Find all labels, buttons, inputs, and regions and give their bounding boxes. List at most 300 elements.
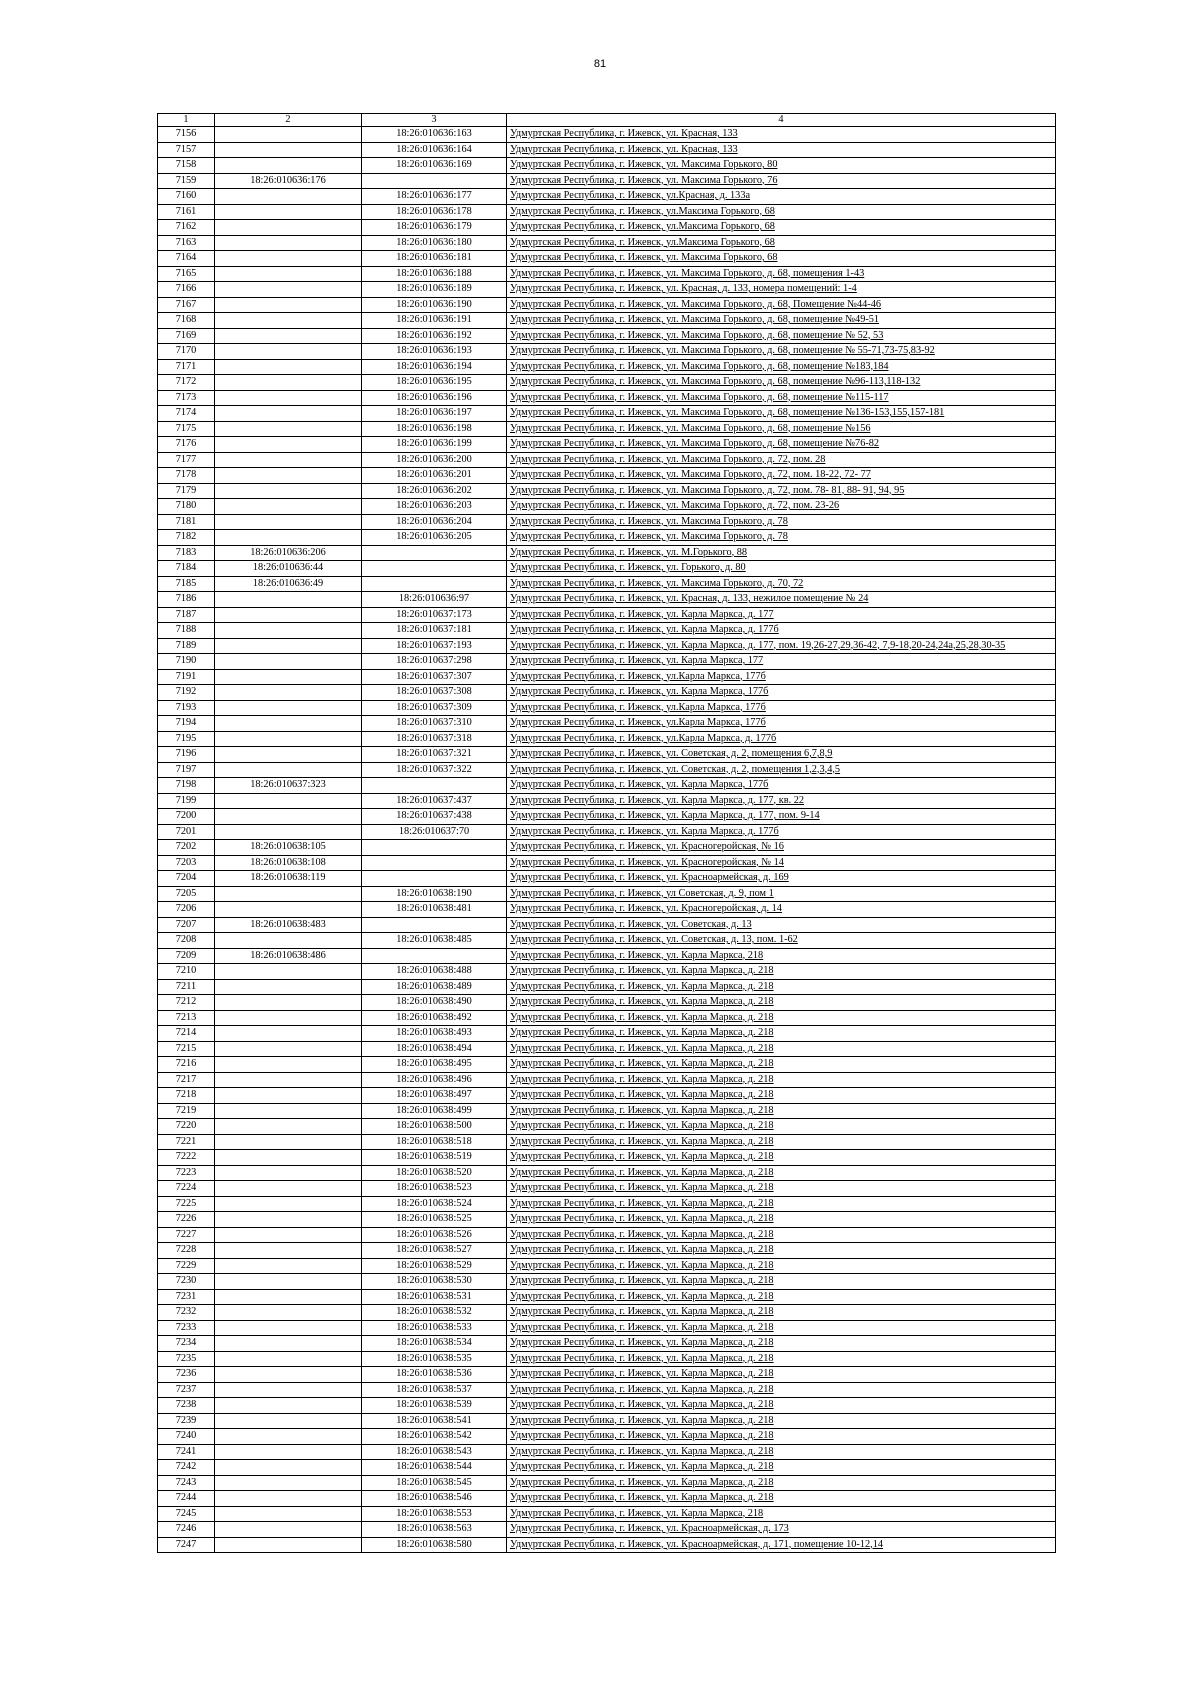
- row-number-cell: 7171: [158, 359, 215, 375]
- address-cell: Удмуртская Республика, г. Ижевск, ул. Максима Горького, 76: [507, 173, 1056, 189]
- table-row: [158, 375, 1056, 391]
- row-number-cell: 7192: [158, 685, 215, 701]
- address-cell: Удмуртская Республика, г. Ижевск, ул. Советская, д. 2, помещения 6,7,8,9: [507, 747, 1056, 763]
- object-number-cell: 18:26:010636:191: [362, 313, 507, 329]
- object-number-cell: 18:26:010637:438: [362, 809, 507, 825]
- object-number-cell: 18:26:010638:499: [362, 1103, 507, 1119]
- address-cell: Удмуртская Республика, г. Ижевск, ул. Карла Маркса, д. 177, пом. 9-14: [507, 809, 1056, 825]
- table-row: [158, 1336, 1056, 1352]
- object-number-cell: 18:26:010636:194: [362, 359, 507, 375]
- address-cell: Удмуртская Республика, г. Ижевск, ул. Советская, д. 13: [507, 917, 1056, 933]
- table-row: [158, 1506, 1056, 1522]
- address-cell: Удмуртская Республика, г. Ижевск, ул. Карла Маркса, д. 218: [507, 1212, 1056, 1228]
- parcel-number-cell: [215, 1103, 362, 1119]
- row-number-cell: 7184: [158, 561, 215, 577]
- address-cell: Удмуртская Республика, г. Ижевск, ул. Красноармейская, д. 173: [507, 1522, 1056, 1538]
- column-header-2: 2: [215, 114, 362, 127]
- row-number-cell: 7201: [158, 824, 215, 840]
- address-cell: Удмуртская Республика, г. Ижевск, ул. Карла Маркса, д. 218: [507, 1057, 1056, 1073]
- row-number-cell: 7205: [158, 886, 215, 902]
- address-cell: Удмуртская Республика, г. Ижевск, ул. Карла Маркса, д. 218: [507, 1475, 1056, 1491]
- table-row: [158, 1320, 1056, 1336]
- object-number-cell: 18:26:010638:544: [362, 1460, 507, 1476]
- row-number-cell: 7162: [158, 220, 215, 236]
- parcel-number-cell: [215, 1072, 362, 1088]
- object-number-cell: 18:26:010638:523: [362, 1181, 507, 1197]
- row-number-cell: 7182: [158, 530, 215, 546]
- address-cell: Удмуртская Республика, г. Ижевск, ул. Максима Горького, д. 68, помещение № 55-71,73-75,83-92: [507, 344, 1056, 360]
- address-cell: Удмуртская Республика, г. Ижевск, ул. Карла Маркса, 218: [507, 948, 1056, 964]
- row-number-cell: 7236: [158, 1367, 215, 1383]
- row-number-cell: 7239: [158, 1413, 215, 1429]
- table-row: [158, 1181, 1056, 1197]
- address-cell: Удмуртская Республика, г. Ижевск, ул. М.Горького, 88: [507, 545, 1056, 561]
- address-cell: Удмуртская Республика, г. Ижевск, ул. Карла Маркса, д. 177б: [507, 623, 1056, 639]
- parcel-number-cell: [215, 1212, 362, 1228]
- parcel-number-cell: [215, 824, 362, 840]
- row-number-cell: 7165: [158, 266, 215, 282]
- row-number-cell: 7245: [158, 1506, 215, 1522]
- parcel-number-cell: [215, 251, 362, 267]
- object-number-cell: 18:26:010638:481: [362, 902, 507, 918]
- parcel-number-cell: [215, 235, 362, 251]
- address-cell: Удмуртская Республика, г. Ижевск, ул. Красноармейская, д. 171, помещение 10-12,14: [507, 1537, 1056, 1553]
- parcel-number-cell: [215, 390, 362, 406]
- object-number-cell: 18:26:010636:199: [362, 437, 507, 453]
- address-cell: Удмуртская Республика, г. Ижевск, ул. Карла Маркса, д. 218: [507, 1320, 1056, 1336]
- parcel-number-cell: [215, 1227, 362, 1243]
- object-number-cell: 18:26:010638:545: [362, 1475, 507, 1491]
- parcel-number-cell: [215, 127, 362, 143]
- address-cell: Удмуртская Республика, г. Ижевск, ул. Красногеройская, № 14: [507, 855, 1056, 871]
- object-number-cell: 18:26:010637:70: [362, 824, 507, 840]
- table-row: [158, 468, 1056, 484]
- table-row: [158, 1212, 1056, 1228]
- row-number-cell: 7172: [158, 375, 215, 391]
- parcel-number-cell: [215, 266, 362, 282]
- table-row: [158, 1119, 1056, 1135]
- object-number-cell: 18:26:010636:190: [362, 297, 507, 313]
- parcel-number-cell: [215, 189, 362, 205]
- object-number-cell: 18:26:010638:496: [362, 1072, 507, 1088]
- object-number-cell: [362, 917, 507, 933]
- table-row: [158, 917, 1056, 933]
- row-number-cell: 7164: [158, 251, 215, 267]
- parcel-number-cell: [215, 793, 362, 809]
- table-row: [158, 1382, 1056, 1398]
- row-number-cell: 7234: [158, 1336, 215, 1352]
- table-row: [158, 576, 1056, 592]
- parcel-number-cell: [215, 1367, 362, 1383]
- object-number-cell: 18:26:010638:518: [362, 1134, 507, 1150]
- parcel-number-cell: [215, 375, 362, 391]
- table-row: [158, 251, 1056, 267]
- object-number-cell: 18:26:010636:163: [362, 127, 507, 143]
- table-row: [158, 623, 1056, 639]
- address-cell: Удмуртская Республика, г. Ижевск, ул. Карла Маркса, д. 218: [507, 1367, 1056, 1383]
- row-number-cell: 7200: [158, 809, 215, 825]
- address-cell: Удмуртская Республика, г. Ижевск, ул. Карла Маркса, 177б: [507, 778, 1056, 794]
- row-number-cell: 7243: [158, 1475, 215, 1491]
- address-cell: Удмуртская Республика, г. Ижевск, ул. Максима Горького, д. 68, помещение № 52, 53: [507, 328, 1056, 344]
- object-number-cell: 18:26:010638:529: [362, 1258, 507, 1274]
- row-number-cell: 7159: [158, 173, 215, 189]
- address-cell: Удмуртская Республика, г. Ижевск, ул. Карла Маркса, д. 218: [507, 1165, 1056, 1181]
- address-cell: Удмуртская Республика, г. Ижевск, ул. Карла Маркса, д. 218: [507, 1227, 1056, 1243]
- table-row: [158, 483, 1056, 499]
- table-row: [158, 1444, 1056, 1460]
- parcel-number-cell: [215, 1026, 362, 1042]
- object-number-cell: 18:26:010637:321: [362, 747, 507, 763]
- object-number-cell: 18:26:010638:531: [362, 1289, 507, 1305]
- table-row: [158, 700, 1056, 716]
- row-number-cell: 7233: [158, 1320, 215, 1336]
- parcel-number-cell: [215, 1537, 362, 1553]
- parcel-number-cell: [215, 1351, 362, 1367]
- table-row: [158, 127, 1056, 143]
- object-number-cell: 18:26:010637:309: [362, 700, 507, 716]
- row-number-cell: 7202: [158, 840, 215, 856]
- table-row: [158, 1351, 1056, 1367]
- object-number-cell: 18:26:010638:533: [362, 1320, 507, 1336]
- object-number-cell: [362, 561, 507, 577]
- object-number-cell: 18:26:010637:173: [362, 607, 507, 623]
- parcel-number-cell: [215, 344, 362, 360]
- table-row: [158, 437, 1056, 453]
- table-row: [158, 762, 1056, 778]
- parcel-number-cell: 18:26:010636:44: [215, 561, 362, 577]
- parcel-number-cell: [215, 1165, 362, 1181]
- table-row: [158, 1041, 1056, 1057]
- row-number-cell: 7227: [158, 1227, 215, 1243]
- object-number-cell: 18:26:010637:307: [362, 669, 507, 685]
- object-number-cell: 18:26:010636:180: [362, 235, 507, 251]
- table-row: [158, 390, 1056, 406]
- parcel-number-cell: [215, 1336, 362, 1352]
- table-row: [158, 995, 1056, 1011]
- table-row: [158, 964, 1056, 980]
- table-row: [158, 1367, 1056, 1383]
- table-row: [158, 809, 1056, 825]
- object-number-cell: 18:26:010636:203: [362, 499, 507, 515]
- row-number-cell: 7160: [158, 189, 215, 205]
- object-number-cell: 18:26:010638:500: [362, 1119, 507, 1135]
- table-row: [158, 561, 1056, 577]
- object-number-cell: 18:26:010638:580: [362, 1537, 507, 1553]
- address-cell: Удмуртская Республика, г. Ижевск, ул. Максима Горького, д. 72, пом. 23-26: [507, 499, 1056, 515]
- row-number-cell: 7224: [158, 1181, 215, 1197]
- address-cell: Удмуртская Республика, г. Ижевск, ул. Карла Маркса, д. 177, кв. 22: [507, 793, 1056, 809]
- address-cell: Удмуртская Республика, г. Ижевск, ул. Карла Маркса, д. 218: [507, 1413, 1056, 1429]
- table-row: [158, 1289, 1056, 1305]
- row-number-cell: 7218: [158, 1088, 215, 1104]
- row-number-cell: 7174: [158, 406, 215, 422]
- parcel-number-cell: [215, 995, 362, 1011]
- row-number-cell: 7177: [158, 452, 215, 468]
- table-row: [158, 933, 1056, 949]
- address-cell: Удмуртская Республика, г. Ижевск, ул. Максима Горького, д. 68, помещение №115-117: [507, 390, 1056, 406]
- address-cell: Удмуртская Республика, г. Ижевск, ул. Карла Маркса, д. 218: [507, 1103, 1056, 1119]
- row-number-cell: 7219: [158, 1103, 215, 1119]
- table-row: [158, 1134, 1056, 1150]
- row-number-cell: 7179: [158, 483, 215, 499]
- parcel-number-cell: 18:26:010636:176: [215, 173, 362, 189]
- object-number-cell: 18:26:010638:493: [362, 1026, 507, 1042]
- page-number: 81: [593, 58, 607, 70]
- address-cell: Удмуртская Республика, г. Ижевск, ул. Карла Маркса, 177б: [507, 685, 1056, 701]
- row-number-cell: 7191: [158, 669, 215, 685]
- parcel-number-cell: [215, 313, 362, 329]
- parcel-number-cell: [215, 1041, 362, 1057]
- address-cell: Удмуртская Республика, г. Ижевск, ул. Карла Маркса, д. 218: [507, 1336, 1056, 1352]
- row-number-cell: 7235: [158, 1351, 215, 1367]
- address-cell: Удмуртская Республика, г. Ижевск, ул. Советская, д. 13, пом. 1-62: [507, 933, 1056, 949]
- parcel-number-cell: [215, 421, 362, 437]
- address-cell: Удмуртская Республика, г. Ижевск, ул. Максима Горького, д. 72, пом. 18-22, 72- 77: [507, 468, 1056, 484]
- address-cell: Удмуртская Республика, г. Ижевск, ул. Красногеройская, д. 14: [507, 902, 1056, 918]
- table-row: [158, 235, 1056, 251]
- object-number-cell: 18:26:010636:97: [362, 592, 507, 608]
- object-number-cell: 18:26:010637:298: [362, 654, 507, 670]
- address-cell: Удмуртская Республика, г. Ижевск, ул. Максима Горького, д. 68, помещение №136-153,155,157-181: [507, 406, 1056, 422]
- parcel-number-cell: [215, 731, 362, 747]
- table-row: [158, 871, 1056, 887]
- row-number-cell: 7231: [158, 1289, 215, 1305]
- address-cell: Удмуртская Республика, г. Ижевск, ул. Карла Маркса, д. 218: [507, 1041, 1056, 1057]
- parcel-number-cell: [215, 158, 362, 174]
- object-number-cell: 18:26:010638:539: [362, 1398, 507, 1414]
- parcel-number-cell: [215, 902, 362, 918]
- table-row: [158, 607, 1056, 623]
- object-number-cell: 18:26:010636:169: [362, 158, 507, 174]
- table-row: [158, 266, 1056, 282]
- address-cell: Удмуртская Республика, г. Ижевск, ул. Карла Маркса, д. 218: [507, 1460, 1056, 1476]
- row-number-cell: 7230: [158, 1274, 215, 1290]
- object-number-cell: 18:26:010636:178: [362, 204, 507, 220]
- address-cell: Удмуртская Республика, г. Ижевск, ул. Карла Маркса, д. 218: [507, 1429, 1056, 1445]
- row-number-cell: 7198: [158, 778, 215, 794]
- table-row: [158, 406, 1056, 422]
- object-number-cell: 18:26:010636:205: [362, 530, 507, 546]
- address-cell: Удмуртская Республика, г. Ижевск, ул. Советская, д. 2, помещения 1,2,3,4,5: [507, 762, 1056, 778]
- row-number-cell: 7163: [158, 235, 215, 251]
- table-row: [158, 1258, 1056, 1274]
- table-row: [158, 778, 1056, 794]
- object-number-cell: [362, 778, 507, 794]
- row-number-cell: 7216: [158, 1057, 215, 1073]
- object-number-cell: 18:26:010636:197: [362, 406, 507, 422]
- row-number-cell: 7223: [158, 1165, 215, 1181]
- address-cell: Удмуртская Республика, г. Ижевск, ул.Максима Горького, 68: [507, 220, 1056, 236]
- parcel-number-cell: [215, 499, 362, 515]
- address-cell: Удмуртская Республика, г. Ижевск, ул. Максима Горького, д. 72, пом. 78- 81, 88- 91, 94, 95: [507, 483, 1056, 499]
- object-number-cell: 18:26:010636:196: [362, 390, 507, 406]
- parcel-number-cell: [215, 964, 362, 980]
- parcel-number-cell: [215, 1119, 362, 1135]
- row-number-cell: 7247: [158, 1537, 215, 1553]
- row-number-cell: 7221: [158, 1134, 215, 1150]
- object-number-cell: 18:26:010638:543: [362, 1444, 507, 1460]
- parcel-number-cell: [215, 359, 362, 375]
- parcel-number-cell: [215, 669, 362, 685]
- row-number-cell: 7215: [158, 1041, 215, 1057]
- parcel-number-cell: [215, 1057, 362, 1073]
- parcel-number-cell: [215, 1460, 362, 1476]
- parcel-number-cell: [215, 1491, 362, 1507]
- row-number-cell: 7190: [158, 654, 215, 670]
- row-number-cell: 7196: [158, 747, 215, 763]
- row-number-cell: 7173: [158, 390, 215, 406]
- table-row: [158, 530, 1056, 546]
- object-number-cell: 18:26:010638:534: [362, 1336, 507, 1352]
- parcel-number-cell: [215, 437, 362, 453]
- table-row: [158, 979, 1056, 995]
- address-cell: Удмуртская Республика, г. Ижевск, ул. Красная, 133: [507, 127, 1056, 143]
- object-number-cell: [362, 173, 507, 189]
- table-row: [158, 1413, 1056, 1429]
- row-number-cell: 7209: [158, 948, 215, 964]
- parcel-number-cell: [215, 1305, 362, 1321]
- parcel-number-cell: [215, 1134, 362, 1150]
- object-number-cell: 18:26:010637:318: [362, 731, 507, 747]
- table-row: [158, 1165, 1056, 1181]
- row-number-cell: 7156: [158, 127, 215, 143]
- parcel-number-cell: [215, 716, 362, 732]
- address-cell: Удмуртская Республика, г. Ижевск, ул. Красногеройская, № 16: [507, 840, 1056, 856]
- column-header-1: 1: [158, 114, 215, 127]
- object-number-cell: 18:26:010638:490: [362, 995, 507, 1011]
- parcel-number-cell: [215, 747, 362, 763]
- row-number-cell: 7211: [158, 979, 215, 995]
- object-number-cell: 18:26:010636:189: [362, 282, 507, 298]
- object-number-cell: 18:26:010638:541: [362, 1413, 507, 1429]
- row-number-cell: 7186: [158, 592, 215, 608]
- parcel-number-cell: [215, 204, 362, 220]
- table-row: [158, 840, 1056, 856]
- address-cell: Удмуртская Республика, г. Ижевск, ул. Карла Маркса, д. 218: [507, 1398, 1056, 1414]
- table-row: [158, 1305, 1056, 1321]
- object-number-cell: 18:26:010638:532: [362, 1305, 507, 1321]
- address-cell: Удмуртская Республика, г. Ижевск, ул. Максима Горького, д. 68, помещение №156: [507, 421, 1056, 437]
- table-row: [158, 313, 1056, 329]
- parcel-number-cell: [215, 1398, 362, 1414]
- address-cell: Удмуртская Республика, г. Ижевск, ул. Максима Горького, д. 68, помещение №76-82: [507, 437, 1056, 453]
- parcel-number-cell: [215, 1243, 362, 1259]
- row-number-cell: 7193: [158, 700, 215, 716]
- object-number-cell: 18:26:010636:200: [362, 452, 507, 468]
- row-number-cell: 7176: [158, 437, 215, 453]
- table-row: [158, 297, 1056, 313]
- parcel-number-cell: [215, 142, 362, 158]
- address-cell: Удмуртская Республика, г. Ижевск, ул. Карла Маркса, 218: [507, 1506, 1056, 1522]
- object-number-cell: 18:26:010636:181: [362, 251, 507, 267]
- address-cell: Удмуртская Республика, г. Ижевск, ул. Карла Маркса, д. 218: [507, 1196, 1056, 1212]
- table-row: [158, 638, 1056, 654]
- address-cell: Удмуртская Республика, г. Ижевск, ул. Максима Горького, д. 68, Помещение №44-46: [507, 297, 1056, 313]
- row-number-cell: 7237: [158, 1382, 215, 1398]
- table-row: [158, 902, 1056, 918]
- row-number-cell: 7242: [158, 1460, 215, 1476]
- row-number-cell: 7175: [158, 421, 215, 437]
- parcel-number-cell: [215, 1289, 362, 1305]
- address-cell: Удмуртская Республика, г. Ижевск, ул. Максима Горького, д. 70, 72: [507, 576, 1056, 592]
- parcel-number-cell: [215, 297, 362, 313]
- object-number-cell: 18:26:010636:164: [362, 142, 507, 158]
- table-row: [158, 1460, 1056, 1476]
- object-number-cell: 18:26:010636:193: [362, 344, 507, 360]
- address-cell: Удмуртская Республика, г. Ижевск, ул. Карла Маркса, д. 218: [507, 995, 1056, 1011]
- object-number-cell: 18:26:010637:322: [362, 762, 507, 778]
- object-number-cell: 18:26:010638:497: [362, 1088, 507, 1104]
- address-cell: Удмуртская Республика, г. Ижевск, ул.Карла Маркса, 177б: [507, 669, 1056, 685]
- table-row: [158, 421, 1056, 437]
- object-number-cell: 18:26:010636:192: [362, 328, 507, 344]
- object-number-cell: 18:26:010638:488: [362, 964, 507, 980]
- table-row: [158, 948, 1056, 964]
- row-number-cell: 7246: [158, 1522, 215, 1538]
- object-number-cell: 18:26:010638:553: [362, 1506, 507, 1522]
- address-cell: Удмуртская Республика, г. Ижевск, ул. Горького, д. 80: [507, 561, 1056, 577]
- row-number-cell: 7199: [158, 793, 215, 809]
- address-cell: Удмуртская Республика, г. Ижевск, ул. Максима Горького, д. 78: [507, 514, 1056, 530]
- address-cell: Удмуртская Республика, г. Ижевск, ул. Красная, 133: [507, 142, 1056, 158]
- table-row: [158, 1057, 1056, 1073]
- row-number-cell: 7178: [158, 468, 215, 484]
- table-row: [158, 1243, 1056, 1259]
- parcel-number-cell: [215, 1382, 362, 1398]
- row-number-cell: 7169: [158, 328, 215, 344]
- address-cell: Удмуртская Республика, г. Ижевск, ул. Карла Маркса, д. 177б: [507, 824, 1056, 840]
- address-cell: Удмуртская Республика, г. Ижевск, ул Советская, д. 9, пом 1: [507, 886, 1056, 902]
- row-number-cell: 7185: [158, 576, 215, 592]
- address-cell: Удмуртская Республика, г. Ижевск, ул.Карла Маркса, 177б: [507, 716, 1056, 732]
- table-row: [158, 344, 1056, 360]
- parcel-number-cell: [215, 483, 362, 499]
- parcel-number-cell: [215, 220, 362, 236]
- parcel-number-cell: [215, 1088, 362, 1104]
- parcel-number-cell: 18:26:010638:483: [215, 917, 362, 933]
- object-number-cell: 18:26:010638:563: [362, 1522, 507, 1538]
- parcel-number-cell: 18:26:010638:119: [215, 871, 362, 887]
- address-cell: Удмуртская Республика, г. Ижевск, ул. Максима Горького, д. 68, помещение №96-113,118-132: [507, 375, 1056, 391]
- row-number-cell: 7161: [158, 204, 215, 220]
- table-row: [158, 1274, 1056, 1290]
- object-number-cell: [362, 871, 507, 887]
- address-cell: Удмуртская Республика, г. Ижевск, ул.Максима Горького, 68: [507, 204, 1056, 220]
- parcel-number-cell: [215, 607, 362, 623]
- table-row: [158, 1398, 1056, 1414]
- object-number-cell: 18:26:010638:542: [362, 1429, 507, 1445]
- parcel-number-cell: [215, 468, 362, 484]
- row-number-cell: 7228: [158, 1243, 215, 1259]
- address-cell: Удмуртская Республика, г. Ижевск, ул. Карла Маркса, д. 218: [507, 1444, 1056, 1460]
- object-number-cell: 18:26:010638:494: [362, 1041, 507, 1057]
- table-row: [158, 1475, 1056, 1491]
- row-number-cell: 7226: [158, 1212, 215, 1228]
- row-number-cell: 7217: [158, 1072, 215, 1088]
- table-row: [158, 452, 1056, 468]
- address-cell: Удмуртская Республика, г. Ижевск, ул.Карла Маркса, 177б: [507, 700, 1056, 716]
- row-number-cell: 7189: [158, 638, 215, 654]
- cadastral-table: [157, 113, 1056, 1553]
- object-number-cell: 18:26:010637:310: [362, 716, 507, 732]
- object-number-cell: 18:26:010636:195: [362, 375, 507, 391]
- row-number-cell: 7188: [158, 623, 215, 639]
- object-number-cell: 18:26:010636:177: [362, 189, 507, 205]
- address-cell: Удмуртская Республика, г. Ижевск, ул. Карла Маркса, д. 218: [507, 964, 1056, 980]
- row-number-cell: 7170: [158, 344, 215, 360]
- address-cell: Удмуртская Республика, г. Ижевск, ул. Карла Маркса, д. 218: [507, 1010, 1056, 1026]
